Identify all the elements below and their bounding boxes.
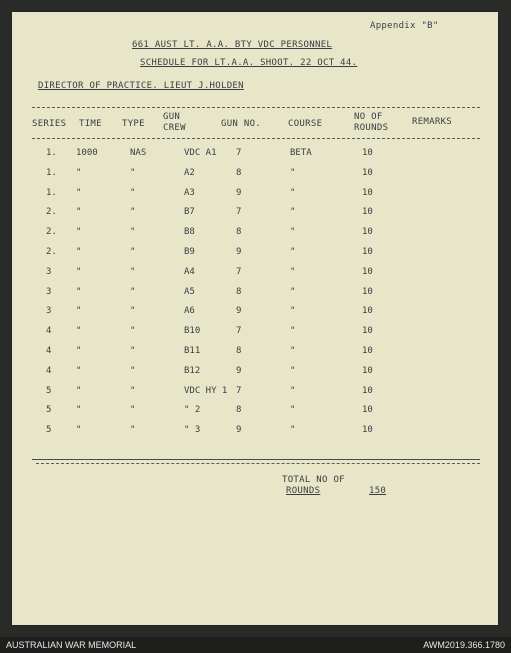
cell-crew: VDC HY 1 <box>184 385 228 396</box>
cell-course: BETA <box>290 148 312 158</box>
cell-type: " <box>130 227 136 238</box>
cell-crew: A6 <box>184 306 195 317</box>
cell-course: " <box>290 365 296 376</box>
cell-crew: B8 <box>184 227 195 238</box>
table-bottom-rule-dashed <box>36 463 480 464</box>
total-rounds-label: ROUNDS <box>286 486 321 496</box>
cell-type: " <box>130 385 136 396</box>
cell-time: " <box>76 247 82 257</box>
cell-gun: 9 <box>236 425 242 436</box>
cell-gun: 8 <box>236 405 242 416</box>
cell-time: " <box>76 167 82 178</box>
cell-series: 5 <box>46 405 52 416</box>
table-bottom-rule <box>32 459 480 460</box>
cell-series: 2. <box>46 247 57 257</box>
header-top-rule <box>32 107 480 108</box>
col-header-type: TYPE <box>122 119 145 129</box>
cell-rounds: 10 <box>362 266 373 277</box>
cell-rounds: 10 <box>362 365 373 376</box>
cell-rounds: 10 <box>362 326 373 337</box>
cell-rounds: 10 <box>362 187 373 198</box>
cell-time: " <box>76 326 82 337</box>
cell-course: " <box>290 247 296 257</box>
cell-crew: B7 <box>184 207 195 218</box>
document-subtitle: SCHEDULE FOR LT.A.A. SHOOT. 22 OCT 44. <box>140 58 358 68</box>
archive-source: AUSTRALIAN WAR MEMORIAL <box>6 640 137 650</box>
cell-type: " <box>130 425 136 436</box>
cell-series: 4 <box>46 346 52 356</box>
cell-series: 5 <box>46 425 52 436</box>
cell-type: " <box>130 167 136 178</box>
cell-time: 1000 <box>76 148 98 158</box>
total-label: TOTAL NO OF <box>282 475 345 485</box>
cell-crew: A5 <box>184 286 195 297</box>
cell-course: " <box>290 346 296 356</box>
cell-type: " <box>130 326 136 337</box>
col-header-gun-no: GUN NO. <box>221 119 262 129</box>
cell-rounds: 10 <box>362 207 373 218</box>
cell-course: " <box>290 286 296 297</box>
cell-crew: B11 <box>184 346 201 356</box>
archive-footer <box>0 637 511 653</box>
cell-gun: 7 <box>236 148 242 158</box>
cell-series: 1. <box>46 167 57 178</box>
cell-type: " <box>130 266 136 277</box>
cell-crew: " 2 <box>184 405 201 416</box>
cell-rounds: 10 <box>362 306 373 317</box>
document-title: 661 AUST LT. A.A. BTY VDC PERSONNEL <box>132 40 333 50</box>
cell-time: " <box>76 385 82 396</box>
col-header-series: SERIES <box>32 119 67 129</box>
cell-rounds: 10 <box>362 148 373 158</box>
cell-gun: 8 <box>236 286 242 297</box>
cell-crew: VDC A1 <box>184 148 217 158</box>
cell-time: " <box>76 207 82 218</box>
cell-time: " <box>76 187 82 198</box>
cell-type: " <box>130 346 136 356</box>
cell-course: " <box>290 266 296 277</box>
cell-crew: B10 <box>184 326 201 337</box>
cell-rounds: 10 <box>362 247 373 257</box>
cell-rounds: 10 <box>362 286 373 297</box>
col-header-gun-crew-2: CREW <box>163 123 186 133</box>
cell-rounds: 10 <box>362 385 373 396</box>
cell-crew: " 3 <box>184 425 201 436</box>
cell-series: 3 <box>46 266 52 277</box>
col-header-rounds-2: ROUNDS <box>354 123 389 133</box>
cell-series: 4 <box>46 365 52 376</box>
cell-series: 1. <box>46 148 57 158</box>
cell-time: " <box>76 306 82 317</box>
cell-rounds: 10 <box>362 425 373 436</box>
col-header-rounds-1: NO OF <box>354 112 383 122</box>
cell-time: " <box>76 286 82 297</box>
cell-rounds: 10 <box>362 346 373 356</box>
cell-type: " <box>130 187 136 198</box>
cell-gun: 7 <box>236 385 242 396</box>
cell-gun: 9 <box>236 247 242 257</box>
cell-time: " <box>76 405 82 416</box>
cell-gun: 7 <box>236 207 242 218</box>
cell-course: " <box>290 326 296 337</box>
cell-series: 3 <box>46 306 52 317</box>
cell-crew: B9 <box>184 247 195 257</box>
cell-course: " <box>290 227 296 238</box>
cell-time: " <box>76 227 82 238</box>
cell-crew: A3 <box>184 187 195 198</box>
document-page <box>12 12 498 625</box>
cell-series: 5 <box>46 385 52 396</box>
cell-course: " <box>290 385 296 396</box>
cell-course: " <box>290 167 296 178</box>
cell-gun: 8 <box>236 227 242 238</box>
cell-crew: A2 <box>184 167 195 178</box>
col-header-gun-crew-1: GUN <box>163 112 181 122</box>
cell-time: " <box>76 266 82 277</box>
cell-series: 2. <box>46 227 57 238</box>
cell-type: " <box>130 405 136 416</box>
cell-gun: 7 <box>236 266 242 277</box>
cell-gun: 8 <box>236 167 242 178</box>
cell-type: " <box>130 247 136 257</box>
col-header-course: COURSE <box>288 119 323 129</box>
archive-reference: AWM2019.366.1780 <box>423 640 505 650</box>
cell-time: " <box>76 346 82 356</box>
col-header-time: TIME <box>79 119 102 129</box>
cell-time: " <box>76 365 82 376</box>
cell-rounds: 10 <box>362 167 373 178</box>
appendix-label: Appendix "B" <box>370 21 439 31</box>
cell-course: " <box>290 187 296 198</box>
director-of-practice: DIRECTOR OF PRACTICE. LIEUT J.HOLDEN <box>38 81 244 91</box>
cell-crew: A4 <box>184 266 195 277</box>
cell-gun: 9 <box>236 306 242 317</box>
cell-type: " <box>130 365 136 376</box>
cell-rounds: 10 <box>362 405 373 416</box>
cell-course: " <box>290 405 296 416</box>
cell-time: " <box>76 425 82 436</box>
cell-type: " <box>130 207 136 218</box>
cell-type: NAS <box>130 148 147 158</box>
cell-series: 2. <box>46 207 57 218</box>
cell-rounds: 10 <box>362 227 373 238</box>
col-header-remarks: REMARKS <box>412 117 453 127</box>
cell-gun: 7 <box>236 326 242 337</box>
cell-type: " <box>130 306 136 317</box>
cell-gun: 8 <box>236 346 242 356</box>
cell-type: " <box>130 286 136 297</box>
cell-gun: 9 <box>236 365 242 376</box>
cell-series: 3 <box>46 286 52 297</box>
total-rounds-value: 150 <box>369 486 387 496</box>
cell-crew: B12 <box>184 365 201 376</box>
cell-course: " <box>290 425 296 436</box>
cell-course: " <box>290 207 296 218</box>
cell-course: " <box>290 306 296 317</box>
cell-series: 4 <box>46 326 52 337</box>
cell-series: 1. <box>46 187 57 198</box>
cell-gun: 9 <box>236 187 242 198</box>
header-bottom-rule <box>32 138 480 139</box>
